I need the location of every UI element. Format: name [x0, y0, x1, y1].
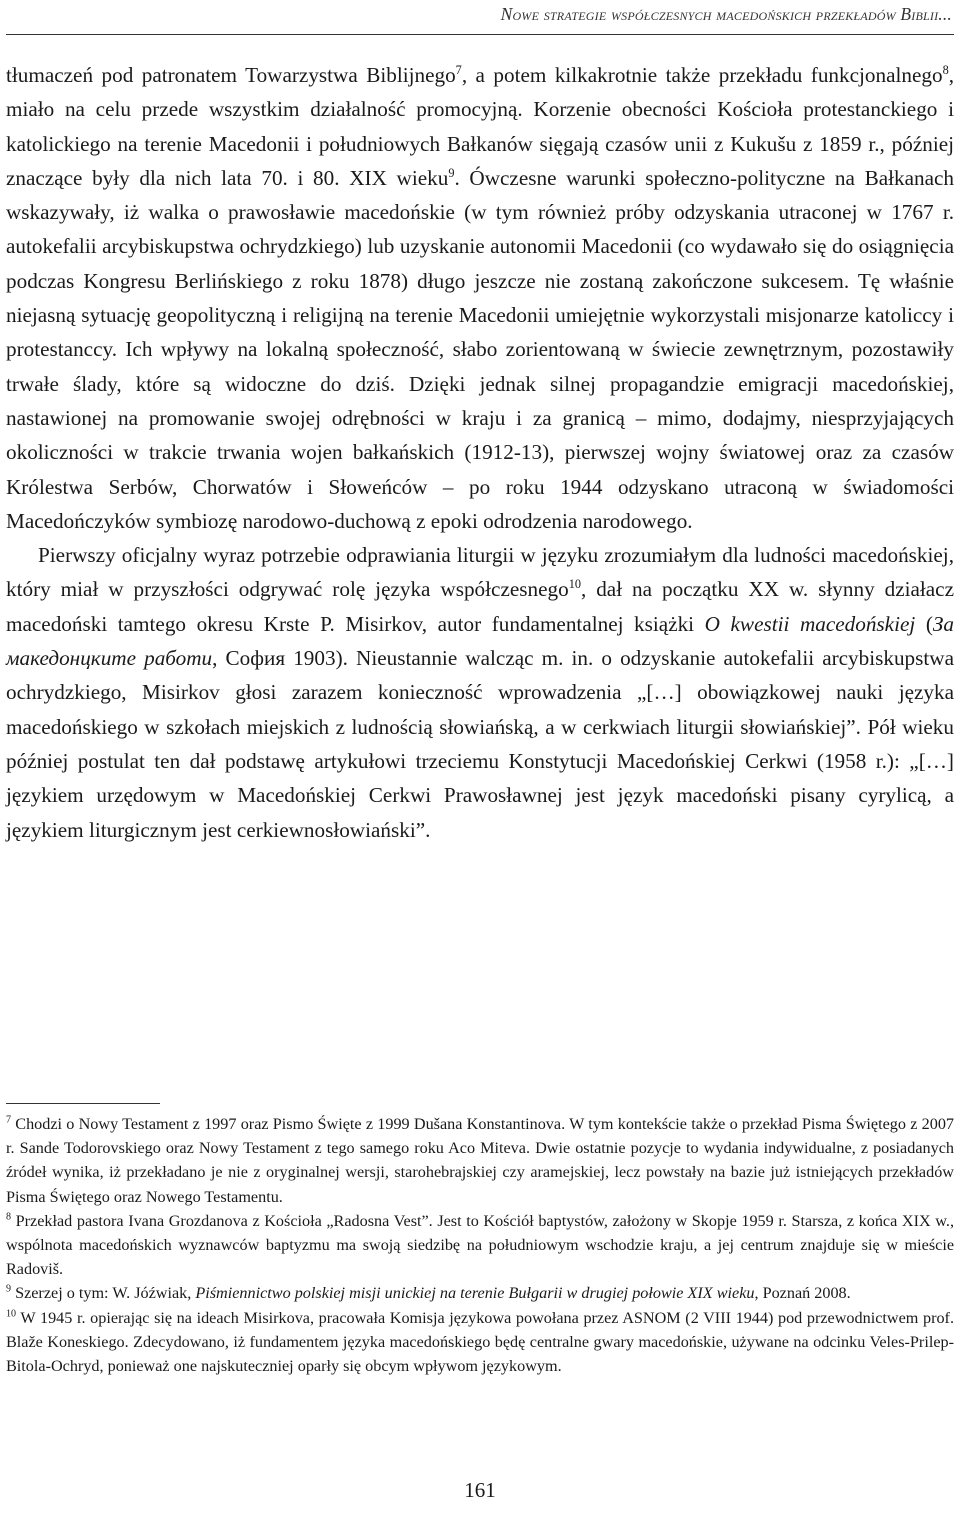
paragraph-2-text-3: (	[915, 611, 933, 636]
page-number: 161	[464, 1478, 496, 1502]
footnote-7	[6, 1112, 954, 1209]
footnote-8	[6, 1209, 954, 1282]
footnote-cited-title: Piśmiennictwo polskiej misji unickiej na terenie Bułgarii w drugiej połowie XIX wieku	[195, 1284, 755, 1303]
book-title-macedonian: За македонцките работи	[6, 611, 954, 671]
footnote-9	[6, 1281, 954, 1305]
paragraph-1-text-3: , miało na celu przede wszystkim działalność promocyjną. Korzenie obecności Kościoła protestanckiego i katolickiego na terenie Macedonii i południowych Bałkanów sięgają czasów unii z Kukušu z 1859 r., później znaczące były dla nich lata 70. i 80. XIX wieku	[6, 63, 954, 190]
footnote-number: 7	[6, 1114, 12, 1126]
footnote-ref-9: 9	[448, 165, 455, 180]
footnote-10	[6, 1306, 954, 1379]
paragraph-1-text-1: tłumaczeń pod patronatem Towarzystwa Biblijnego	[6, 63, 456, 87]
running-header-title: Nowe strategie współczesnych macedońskich przekładów Biblii	[500, 4, 939, 24]
paragraph-1-text-4: . Ówczesne warunki społeczno-polityczne na Bałkanach wskazywały, iż walka o prawosławie macedońskie (w tym również próby odzyskania utraconej w 1767 r. autokefalii arcybiskupstwa ochrydzkiego) lub uzyskanie autonomii Macedonii (co wydawało się do osiągnięcia podczas Kongresu Berlińskiego z roku 1878) długo jeszcze nie zostaną zakończone sukcesem. Tę właśnie niejasną sytuację geopolityczną i religijną na terenie Macedonii umiejętnie wykorzystali misjonarze katoliccy i protestanccy. Ich wpływy na lokalną społeczność, słabo zorientowaną w świecie zewnętrznym, pozostawiły trwałe ślady, które są widoczne do dziś. Dzięki jednak silnej propagandzie emigracji macedońskiej, nastawionej na promowanie swojej odrębności w kraju i za granicą – mimo, dodajmy, niesprzyjających okoliczności w trakcie trwania wojen bałkańskich (1912-13), pierwszej wojny światowej oraz za czasów Królestwa Serbów, Chorwatów i Słoweńców – po roku 1944 odzyskano utraconą w świadomości Macedończyków symbiozę narodowo-duchową z epoki odrodzenia narodowego.	[6, 165, 954, 533]
footnote-ref-10: 10	[568, 577, 581, 592]
footnote-text-pre: Szerzej o tym: W. Jóźwiak,	[15, 1284, 196, 1303]
footnote-text: Przekład pastora Ivana Grozdanova z Kościoła „Radosna Vest”. Jest to Kościół baptystów, założony w Skopje 1959 r. Starsza, z końca XIX w., wspólnota macedońskich wyznawców baptyzmu ma swoją siedzibę na południowym wschodzie kraju, a jej centrum znajduje się w mieście Radoviš.	[6, 1211, 954, 1279]
footnote-text-post: , Poznań 2008.	[754, 1284, 851, 1303]
footnote-ref-7: 7	[455, 62, 462, 77]
footnote-text: W 1945 r. opierając się na ideach Misirkova, pracowała Komisja językowa powołana przez ASNOM (2 VIII 1944) pod przewodnictwem prof. Blaže Koneskiego. Zdecydowano, iż fundamentem języka macedońskiego będę centralne gwary macedońskie, używane na odcinku Veles-Prilep-Bitola-Ochryd, ponieważ one najskuteczniej oparły się obcym wpływom językowym.	[6, 1308, 954, 1376]
paragraph-2-text-1: Pierwszy oficjalny wyraz potrzebie odprawiania liturgii w języku zrozumiałym dla ludności macedońskiej, który miał w przyszłości odgrywać rolę języka współczesnego	[6, 543, 954, 602]
footnotes	[6, 1112, 954, 1378]
header-rule	[6, 34, 954, 35]
main-text	[6, 58, 954, 847]
paragraph-2-text-2: , dał na początku XX w. słynny działacz macedoński tamtego okresu Krste P. Misirkov, autor fundamentalnej książki	[6, 577, 954, 636]
footnote-number: 10	[6, 1308, 17, 1320]
paragraph-2-text-4: , София 1903). Nieustannie walcząc m. in. o odzyskanie autokefalii arcybiskupstwa ochrydzkiego, Misirkov głosi zarazem konieczność wprowadzenia „[…] obowiązkowej nauki języka macedońskiego w szkołach miejskich z ludnością słowiańską, a w cerkwiach liturgii słowiańskiej”. Pół wieku później postulat ten dał podstawę artykułowi trzeciemu Konstytucji Macedońskiej Cerkwi (1958 r.): „[…] językiem urzędowym w Macedońskiej Cerkwi Prawosławnej jest język macedoński pisany cyrylicą, a językiem liturgicznym jest cerkiewnosłowiański”.	[6, 646, 954, 842]
footnote-ref-8: 8	[942, 62, 949, 77]
footnote-number: 9	[6, 1284, 12, 1296]
paragraph-2	[6, 538, 954, 847]
running-header	[6, 4, 952, 25]
paragraph-1-text-2: , a potem kilkakrotnie także przekładu funkcjonalnego	[461, 63, 943, 87]
footnote-number: 8	[6, 1211, 12, 1223]
footnote-rule	[6, 1103, 160, 1104]
paragraph-1	[6, 58, 954, 538]
running-header-ellipsis: ...	[938, 4, 952, 24]
footnote-text: Chodzi o Nowy Testament z 1997 oraz Pismo Święte z 1999 Dušana Konstantinova. W tym kontekście także o przekład Pisma Świętego z 2007 r. Sande Todorovskiego oraz Nowy Testament z tego samego roku Aco Miteva. Dwie ostatnie pozycje to wydania indywidualne, z posiadanych źródeł wynika, iż przekładano je nie z oryginalnej wersji, starohebrajskiej czy aramejskiej, lecz powstały na bazie już istniejących przekładów Pisma Świętego oraz Nowego Testamentu.	[6, 1115, 955, 1206]
book-title-polish: O kwestii macedońskiej	[704, 611, 916, 636]
